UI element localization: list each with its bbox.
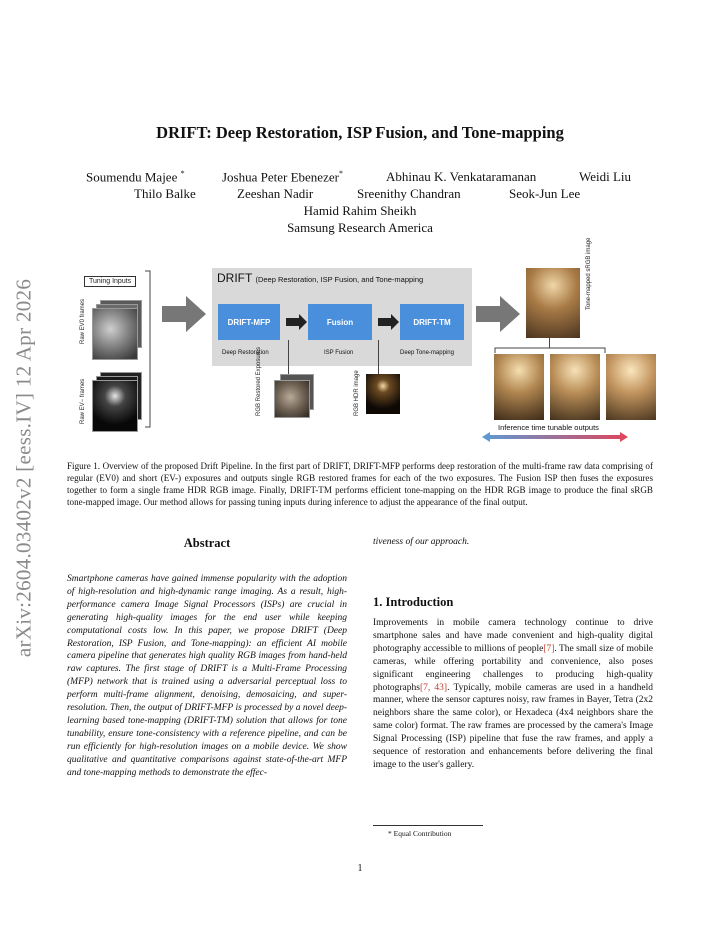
tone-mapped-label: Tone-mapped sRGB image [586, 237, 592, 310]
outputs-bracket [494, 346, 606, 354]
abstract-continuation: tiveness of our approach. [373, 537, 470, 547]
rgb-hdr-label: RGB HDR image [354, 370, 360, 416]
page-number: 1 [357, 863, 363, 874]
figure-1 [76, 237, 646, 450]
arrow-mfp-fusion-icon [286, 318, 300, 326]
rgb-restored-label: RGB Restored Exposures [256, 346, 262, 416]
block-fusion: Fusion [308, 304, 372, 340]
author-1: Soumendu Majee * [86, 169, 185, 185]
label-deep-tone-mapping: Deep Tone-mapping [400, 350, 454, 356]
author-6: Zeeshan Nadir [237, 186, 314, 201]
raw-evm-label: Raw EV− frames [80, 378, 86, 424]
tunable-output-2 [550, 354, 600, 420]
connector-restored [288, 340, 289, 376]
arrow-to-drift-icon [162, 294, 206, 334]
footnote-rule [373, 825, 483, 826]
author-4: Weidi Liu [579, 169, 632, 184]
raw-ev0-label: Raw EV0 frames [80, 298, 86, 344]
drift-panel-title: DRIFT (Deep Restoration, ISP Fusion, and Tone-mapping [217, 271, 424, 285]
arxiv-identifier: arXiv:2604.03402v2 [eess.IV] 12 Apr 2026 [11, 278, 36, 658]
author-2: Joshua Peter Ebenezer* [222, 169, 343, 185]
author-3: Abhinau K. Venkataramanan [386, 169, 537, 184]
arrow-fusion-tm-icon [378, 318, 392, 326]
affiliation: Samsung Research America [287, 220, 433, 235]
author-8: Seok-Jun Lee [509, 186, 581, 201]
inference-label: Inference time tunable outputs [498, 423, 599, 432]
footnote: * Equal Contribution [388, 829, 452, 838]
label-isp-fusion: ISP Fusion [324, 350, 354, 356]
abstract-heading: Abstract [183, 536, 231, 550]
drift-panel [212, 268, 472, 366]
tunable-output-1 [494, 354, 544, 420]
rgb-hdr-image [366, 374, 400, 414]
intro-heading: 1. Introduction [373, 595, 454, 609]
block-drift-tm: DRIFT-TM [400, 304, 464, 340]
arrow-to-output-icon [476, 294, 520, 334]
tunable-gradient-arrow-icon [482, 432, 628, 442]
figure-caption: Figure 1. Overview of the proposed Drift Pipeline. In the first part of DRIFT, DRIFT-MFP performs deep restoration of the multi-frame raw data comprising of regular (EV0) and short (EV-) exposures and outputs single RGB restored frames for each of the two exposures. The Fusion ISP then fuses the exposures together to form a single frame HDR RGB image. Finally, DRIFT-TM performs efficient tone-mapping on the HDR RGB image to produce the final sRGB tone-mapped image. Our method allows for passing tuning inputs during inference to adjust the appearance of the final output. [67, 461, 653, 507]
author-9: Hamid Rahim Sheikh [303, 203, 417, 218]
author-5: Thilo Balke [134, 186, 196, 201]
citation-link[interactable]: [7] [543, 643, 555, 654]
label-deep-restoration: Deep Restoration [222, 350, 269, 356]
citation-link[interactable]: [7, 43] [419, 682, 448, 693]
tuning-inputs-box: Tuning Inputs [84, 276, 136, 287]
intro-body: Improvements in mobile camera technology continue to drive smartphone sales and have made convenient and high-quality digital photography accessible to millions of people[7]. The small size of mobile cameras, while offering portability and convenience, also poses significant engineering challenges to producing high-quality photographs[7, 43]. Typically, mobile cameras are used in a handheld manner, where the sensor captures noisy, raw frames in Bayer, Tetra (2x2 neighbors share the same color), or Hexadeca (4x4 neighbors share the same color) format. The raw frames are processed by the camera's Image Signal Processing (ISP) pipeline that fuse the raw frames, and apply a sequence of restoration and enhancements before delivering the final image to the user's gallery. [373, 618, 653, 770]
tunable-output-3 [606, 354, 656, 420]
paper-title: DRIFT: Deep Restoration, ISP Fusion, and Tone-mapping [156, 123, 564, 142]
input-bracket [144, 270, 154, 428]
tone-mapped-image [526, 268, 580, 338]
author-7: Sreenithy Chandran [357, 186, 461, 201]
abstract-body: Smartphone cameras have gained immense popularity with the adoption of high-resolution and high-dynamic range imaging. As a result, high-performance camera Image Signal Processors (ISPs) are crucial in generating high-quality images for the end user while keeping computational costs low. In this paper, we propose DRIFT (Deep Restoration, ISP Fusion, and Tone-mapping): an efficient AI mobile camera pipeline that generates high quality RGB images from hand-held raw captures. The first stage of DRIFT is a Multi-Frame Processing (MFP) network that is trained using a adversarial perceptual loss to perform multi-frame alignment, denoising, demosaicing, and super-resolution. Then, the output of DRIFT-MFP is processed by a novel deep-learning based tone-mapping (DRIFT-TM) solution that allows for tone tunability, ensure tone-consistency with a reference pipeline, and can be run efficiently for high-resolution images on a mobile device. We show qualitative and quantitative comparisons against state-of-the-art MFP and tone-mapping methods to demonstrate the effec- [67, 574, 347, 778]
block-drift-mfp: DRIFT-MFP [218, 304, 280, 340]
connector-hdr [378, 340, 379, 376]
